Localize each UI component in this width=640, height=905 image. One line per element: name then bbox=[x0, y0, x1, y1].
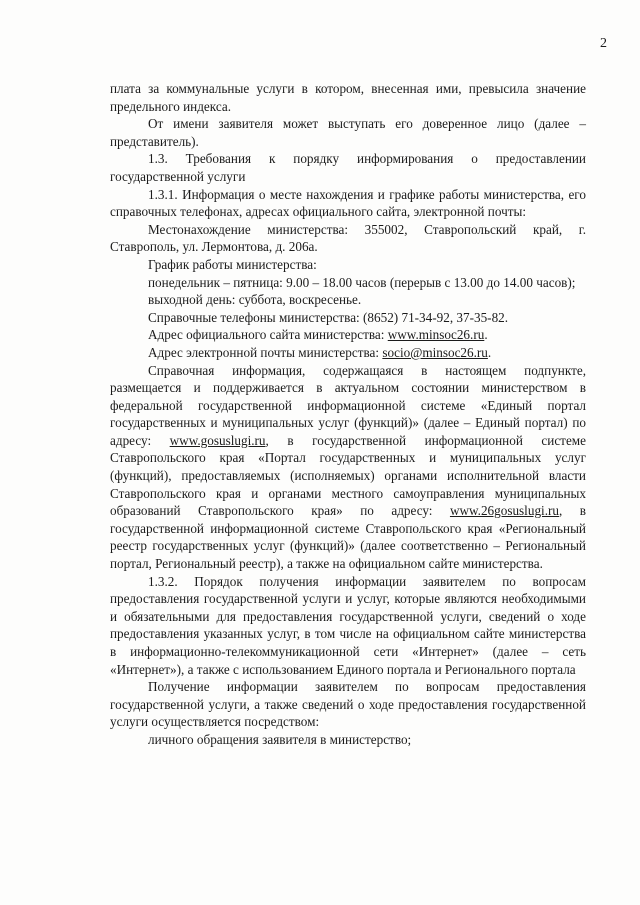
website-suffix: . bbox=[484, 327, 488, 343]
paragraph-location: Местонахождение министерства: 355002, Ставропольский край, г. Ставрополь, ул. Лермонтова, д. 206а. bbox=[110, 221, 586, 255]
page-number: 2 bbox=[600, 36, 607, 51]
gosuslugi-link[interactable]: www.gosuslugi.ru bbox=[169, 432, 266, 448]
email-label: Адрес электронной почты министерства: bbox=[148, 344, 383, 360]
website-link[interactable]: www.minsoc26.ru bbox=[387, 327, 485, 343]
website-label: Адрес официального сайта министерства: bbox=[148, 327, 388, 343]
paragraph-info-receipt: Получение информации заявителем по вопросам предоставления государственной услуги, а также сведений о ходе предоставления государственной услуги осуществляется посредством: bbox=[110, 679, 586, 730]
paragraph-website bbox=[110, 326, 586, 344]
paragraph-weekdays: понедельник – пятница: 9.00 – 18.00 часов (перерыв с 13.00 до 14.00 часов); bbox=[148, 274, 576, 290]
paragraph-schedule-title: График работы министерства: bbox=[148, 256, 317, 272]
email-link[interactable]: socio@minsoc26.ru bbox=[382, 344, 488, 360]
document-body bbox=[110, 80, 586, 749]
paragraph-phones: Справочные телефоны министерства: (8652) 71-34-92, 37-35-82. bbox=[148, 309, 509, 325]
paragraph-representative: От имени заявителя может выступать его доверенное лицо (далее – представитель). bbox=[110, 116, 586, 149]
paragraph-weekend: выходной день: суббота, воскресенье. bbox=[148, 292, 362, 308]
paragraph-utility-payment: плата за коммунальные услуги в котором, внесенная ими, превысила значение предельного индекса. bbox=[110, 81, 586, 114]
reference-text-a: Справочная информация, содержащаяся в настоящем подпункте, размещается и поддерживается в актуальном состоянии министерством в федеральной государственной информационной системе «Единый портал государственных и муниципальных услуг (функций)» (далее – Единый портал) по адресу: bbox=[110, 362, 586, 448]
reference-text-c: , в государственной информационной системе Ставропольского края «Региональный реестр государственных услуг (функций)» (далее соответственно – Региональный портал, Региональный реестр), а также на официальном сайте министерства. bbox=[110, 503, 586, 572]
email-suffix: . bbox=[487, 344, 492, 360]
reference-text-b: , в государственной информационной системе Ставропольского края «Портал государственных и муниципальных услуг (функций), предоставляемых (исполняемых) органами исполнительной власти Ставропольского края и органами местного самоуправления муниципальных образований Ставропольского края» по адресу: bbox=[110, 432, 586, 519]
section-heading-1-3: 1.3. Требования к порядку информирования о предоставлении государственной услуги bbox=[110, 151, 586, 184]
regional-gosuslugi-link[interactable]: www.26gosuslugi.ru bbox=[449, 503, 559, 519]
paragraph-reference-info bbox=[110, 362, 586, 573]
paragraph-1-3-2: 1.3.2. Порядок получения информации заявителем по вопросам предоставления государственной услуги и услуг, которые являются необходимыми и обязательными для предоставления государственной услуги, сведений о ходе предоставления указанных услуг, в том числе на официальном сайте министерства в информационно-телекоммуникационной сети «Интернет» (далее – сеть «Интернет»), а также с использованием Единого портала и Регионального портала bbox=[110, 573, 586, 677]
paragraph-personal-visit: личного обращения заявителя в министерство; bbox=[148, 731, 412, 747]
paragraph-email bbox=[110, 344, 586, 362]
paragraph-1-3-1: 1.3.1. Информация о месте нахождения и графике работы министерства, его справочных телефонах, адресах официального сайта, электронной почты: bbox=[110, 186, 586, 220]
